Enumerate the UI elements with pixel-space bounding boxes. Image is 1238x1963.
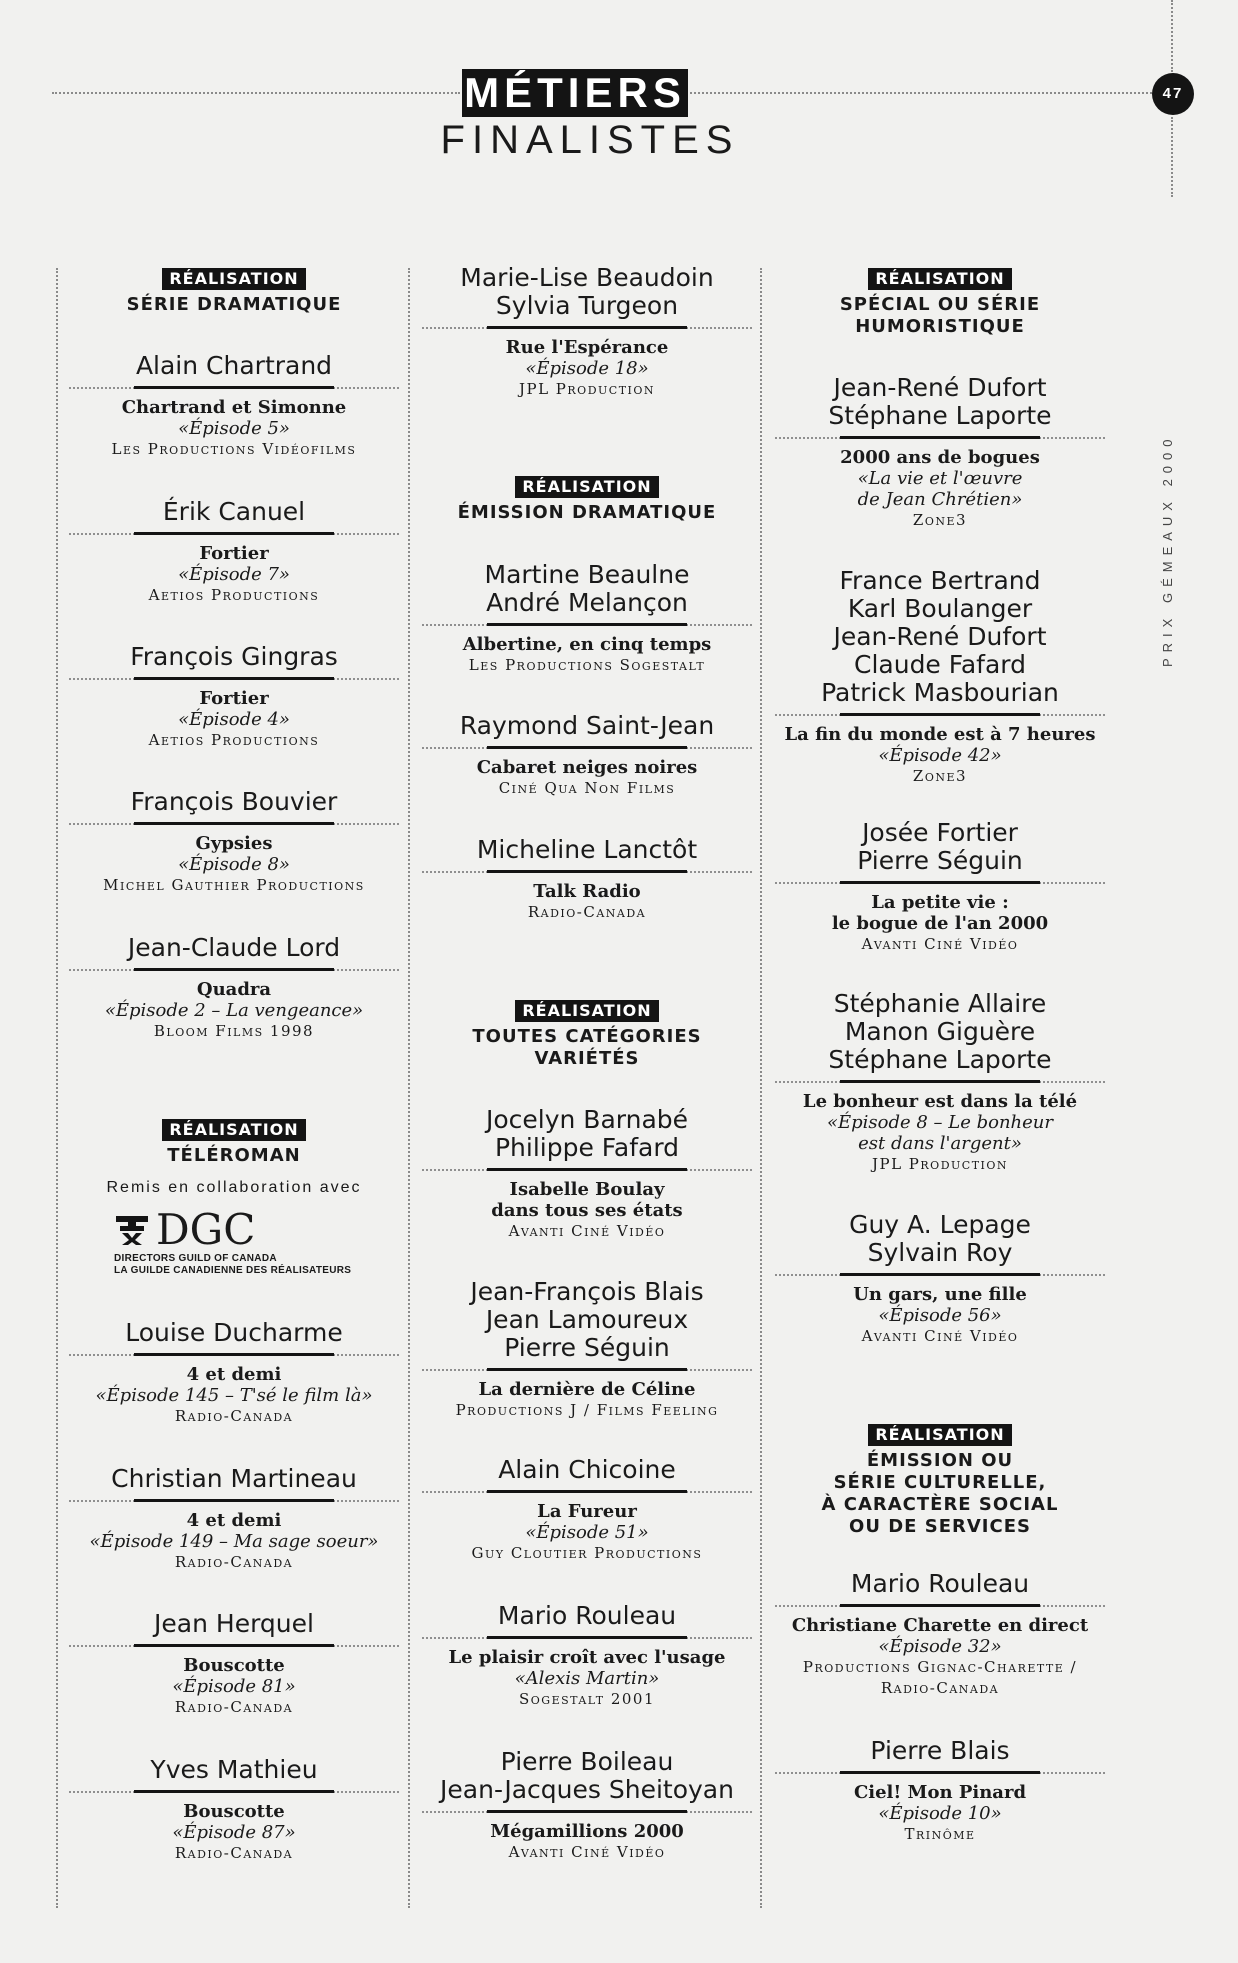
finalist-name: François Gingras xyxy=(130,642,338,671)
dgc-line-1: DIRECTORS GUILD OF CANADA xyxy=(114,1253,277,1264)
category-varietes xyxy=(417,1000,757,1070)
category-badge: RÉALISATION xyxy=(162,1119,305,1141)
finalist-name: André Melançon xyxy=(486,588,688,617)
finalist-entry xyxy=(64,352,404,460)
finalist-names xyxy=(417,1748,757,1810)
finalist-name: Alain Chartrand xyxy=(135,351,333,380)
show-title: Fortier xyxy=(199,543,269,564)
entry-rule xyxy=(422,1368,752,1371)
finalist-entry xyxy=(417,1278,757,1421)
finalist-names xyxy=(770,1211,1110,1273)
episode: est dans l'argent» xyxy=(858,1133,1022,1154)
entry-rule xyxy=(775,713,1105,716)
finalist-names xyxy=(64,352,404,386)
category-badge: RÉALISATION xyxy=(515,476,658,498)
episode: «Épisode 87» xyxy=(172,1822,296,1843)
show-title: 4 et demi xyxy=(186,1510,282,1531)
category-serie-dramatique xyxy=(64,268,404,316)
finalist-name: Pierre Séguin xyxy=(857,846,1023,875)
show-title: La fin du monde est à 7 heures xyxy=(784,724,1096,745)
show-title: dans tous ses états xyxy=(491,1200,683,1221)
finalist-name: Josée Fortier xyxy=(862,818,1018,847)
producer: Aetios Productions xyxy=(148,586,320,604)
finalist-name: Pierre Boileau xyxy=(500,1747,674,1776)
finalist-name: Sylvia Turgeon xyxy=(495,291,679,320)
side-dotted-line-mid xyxy=(1171,117,1173,197)
episode: «Épisode 42» xyxy=(878,745,1002,766)
dgc-line-2: LA GUILDE CANADIENNE DES RÉALISATEURS xyxy=(114,1265,352,1276)
finalist-names xyxy=(64,1465,404,1499)
page-number: 47 xyxy=(1152,73,1194,115)
finalist-name: Marie-Lise Beaudoin xyxy=(460,263,714,292)
entry-rule xyxy=(69,822,399,825)
show-title: Cabaret neiges noires xyxy=(476,757,698,778)
episode: «La vie et l'œuvre xyxy=(857,468,1023,489)
finalist-name: Alain Chicoine xyxy=(498,1455,676,1484)
finalist-name: Stéphane Laporte xyxy=(828,1045,1052,1074)
finalist-name: Jocelyn Barnabé xyxy=(485,1105,689,1134)
show-title: Le bonheur est dans la télé xyxy=(802,1091,1078,1112)
finalist-entry xyxy=(417,1602,757,1710)
finalist-names xyxy=(417,264,757,326)
show-title: La dernière de Céline xyxy=(478,1379,696,1400)
column-divider-left xyxy=(56,268,58,1908)
category-teleroman xyxy=(64,1119,404,1277)
episode: «Épisode 8 – Le bonheur xyxy=(826,1112,1054,1133)
producer: Ciné Qua Non Films xyxy=(498,779,676,797)
category-title-line: À CARACTÈRE SOCIAL xyxy=(821,1494,1059,1515)
show-title: 4 et demi xyxy=(186,1364,282,1385)
entry-rule xyxy=(422,746,752,749)
entry-rule xyxy=(775,1771,1105,1774)
finalist-name: Guy A. Lepage xyxy=(849,1210,1031,1239)
show-title: Isabelle Boulay xyxy=(509,1179,665,1200)
entry-rule xyxy=(422,1810,752,1813)
finalist-names xyxy=(770,990,1110,1080)
category-emission-dramatique xyxy=(417,476,757,524)
finalist-name: Jean-René Dufort xyxy=(833,622,1047,651)
entry-rule xyxy=(775,1273,1105,1276)
finalist-names xyxy=(417,1602,757,1636)
finalist-name: Jean-François Blais xyxy=(470,1277,704,1306)
episode: «Épisode 51» xyxy=(525,1522,649,1543)
column-divider-1 xyxy=(408,268,410,1908)
category-title-line: SPÉCIAL OU SÉRIE xyxy=(839,294,1041,315)
finalist-names xyxy=(417,1456,757,1490)
show-title: Mégamillions 2000 xyxy=(490,1821,684,1842)
category-title: SÉRIE DRAMATIQUE xyxy=(126,294,342,315)
category-title-line: VARIÉTÉS xyxy=(534,1048,640,1069)
category-title-line: HUMORISTIQUE xyxy=(855,316,1025,337)
category-title xyxy=(417,1026,757,1070)
finalist-entry xyxy=(770,819,1110,955)
header-dotted-line-right xyxy=(690,92,1152,94)
finalist-name: Martine Beaulne xyxy=(484,560,690,589)
finalist-name: Claude Fafard xyxy=(854,650,1026,679)
show-title: Fortier xyxy=(199,688,269,709)
finalist-names xyxy=(64,1319,404,1353)
show-title: Rue l'Espérance xyxy=(505,337,669,358)
category-badge: RÉALISATION xyxy=(868,1424,1011,1446)
entry-rule xyxy=(69,1644,399,1647)
episode: «Épisode 2 – La vengeance» xyxy=(104,1000,364,1021)
show-title: Ciel! Mon Pinard xyxy=(853,1782,1027,1803)
episode: «Épisode 149 – Ma sage soeur» xyxy=(89,1531,379,1552)
category-title-line: SÉRIE CULTURELLE, xyxy=(833,1472,1047,1493)
entry-rule xyxy=(69,1499,399,1502)
episode: de Jean Chrétien» xyxy=(857,489,1023,510)
producer: Avanti Ciné Vidéo xyxy=(508,1222,666,1240)
entry-rule xyxy=(775,1604,1105,1607)
episode: «Alexis Martin» xyxy=(514,1668,660,1689)
producer: JPL Production xyxy=(871,1155,1009,1173)
producer: Aetios Productions xyxy=(148,731,320,749)
episode: «Épisode 7» xyxy=(178,564,290,585)
entry-rule xyxy=(69,386,399,389)
finalist-names xyxy=(770,1570,1110,1604)
finalist-names xyxy=(417,561,757,623)
entry-rule xyxy=(69,532,399,535)
producer: Radio-Canada xyxy=(174,1553,294,1571)
finalist-entry xyxy=(64,1756,404,1864)
entry-rule xyxy=(775,881,1105,884)
episode: «Épisode 81» xyxy=(172,1676,296,1697)
show-title: Bouscotte xyxy=(183,1655,285,1676)
episode: «Épisode 10» xyxy=(878,1803,1002,1824)
category-title-line: ÉMISSION OU xyxy=(866,1450,1014,1471)
finalist-name: Karl Boulanger xyxy=(847,594,1033,623)
category-badge: RÉALISATION xyxy=(162,268,305,290)
finalist-name: Pierre Séguin xyxy=(504,1333,670,1362)
finalist-entry xyxy=(770,1737,1110,1845)
entry-rule xyxy=(422,870,752,873)
category-title: ÉMISSION DRAMATIQUE xyxy=(457,502,717,523)
page-title: MÉTIERS xyxy=(462,69,688,117)
category-badge: RÉALISATION xyxy=(515,1000,658,1022)
finalist-name: Stéphane Laporte xyxy=(828,401,1052,430)
episode: «Épisode 56» xyxy=(878,1305,1002,1326)
category-special-humoristique xyxy=(770,268,1110,338)
dgc-logo-text: DGC xyxy=(156,1205,256,1254)
collaboration-text: Remis en collaboration avec xyxy=(106,1179,362,1196)
entry-rule xyxy=(422,1168,752,1171)
category-title-line: OU DE SERVICES xyxy=(849,1516,1031,1537)
side-caption: PRIX GÉMEAUX 2000 xyxy=(1160,433,1175,667)
producer: Radio-Canada xyxy=(174,1698,294,1716)
entry-rule xyxy=(422,623,752,626)
finalist-names xyxy=(417,1106,757,1168)
category-title xyxy=(770,1450,1110,1538)
finalist-names xyxy=(770,374,1110,436)
show-title: Gypsies xyxy=(195,833,273,854)
episode: «Épisode 8» xyxy=(178,854,290,875)
entry-rule xyxy=(422,1636,752,1639)
category-title-line: TOUTES CATÉGORIES xyxy=(472,1026,702,1047)
finalist-name: Patrick Masbourian xyxy=(821,678,1059,707)
producer: Trinôme xyxy=(904,1825,976,1843)
show-title: le bogue de l'an 2000 xyxy=(831,913,1049,934)
finalist-entry xyxy=(770,374,1110,531)
entry-rule xyxy=(775,1080,1105,1083)
finalist-names xyxy=(64,643,404,677)
finalist-entry xyxy=(417,264,757,400)
finalist-name: Jean-Jacques Sheitoyan xyxy=(440,1775,734,1804)
entry-rule xyxy=(422,1490,752,1493)
producer: Productions J / Films Feeling xyxy=(455,1401,719,1419)
finalist-names xyxy=(64,1610,404,1644)
producer: Radio-Canada xyxy=(174,1844,294,1862)
finalist-entry xyxy=(64,788,404,896)
dgc-logo xyxy=(114,1205,354,1277)
side-dotted-line-top xyxy=(1171,0,1173,72)
show-title: Bouscotte xyxy=(183,1801,285,1822)
finalist-name: Stéphanie Allaire xyxy=(833,989,1047,1018)
entry-rule xyxy=(69,677,399,680)
episode: «Épisode 5» xyxy=(178,418,290,439)
show-title: La Fureur xyxy=(537,1501,637,1522)
entry-rule xyxy=(69,968,399,971)
finalist-name: Pierre Blais xyxy=(870,1736,1010,1765)
show-title: Chartrand et Simonne xyxy=(121,397,347,418)
producer: Avanti Ciné Vidéo xyxy=(861,1327,1019,1345)
finalist-name: Jean-René Dufort xyxy=(833,373,1047,402)
finalist-name: Mario Rouleau xyxy=(497,1601,677,1630)
producer: Bloom Films 1998 xyxy=(153,1022,315,1040)
column-divider-2 xyxy=(760,268,762,1908)
finalist-entry xyxy=(64,498,404,606)
finalist-name: Yves Mathieu xyxy=(150,1755,318,1784)
producer: Guy Cloutier Productions xyxy=(471,1544,703,1562)
finalist-name: Jean-Claude Lord xyxy=(127,933,341,962)
finalist-name: France Bertrand xyxy=(839,566,1041,595)
show-title: Talk Radio xyxy=(533,881,641,902)
producer: Avanti Ciné Vidéo xyxy=(508,1843,666,1861)
finalist-entry xyxy=(417,712,757,799)
producer: Zone3 xyxy=(912,767,968,785)
finalist-names xyxy=(64,498,404,532)
finalist-entry xyxy=(770,1570,1110,1699)
finalist-entry xyxy=(770,567,1110,787)
finalist-name: Micheline Lanctôt xyxy=(476,835,698,864)
producer: Radio-Canada xyxy=(527,903,647,921)
producer: Zone3 xyxy=(912,511,968,529)
category-title xyxy=(770,294,1110,338)
show-title: Quadra xyxy=(196,979,272,1000)
finalist-names xyxy=(64,788,404,822)
finalist-name: Christian Martineau xyxy=(111,1464,357,1493)
finalist-entry xyxy=(770,1211,1110,1347)
finalist-entry xyxy=(64,1465,404,1573)
finalist-entry xyxy=(417,1748,757,1863)
producer: Les Productions Vidéofilms xyxy=(111,440,357,458)
finalist-entry xyxy=(417,1106,757,1242)
finalist-name: François Bouvier xyxy=(130,787,338,816)
show-title: Albertine, en cinq temps xyxy=(462,634,712,655)
finalist-names xyxy=(770,567,1110,713)
producer: Sogestalt 2001 xyxy=(518,1690,655,1708)
finalist-entry xyxy=(64,643,404,751)
producer: Avanti Ciné Vidéo xyxy=(861,935,1019,953)
finalist-name: Raymond Saint-Jean xyxy=(459,711,715,740)
episode: «Épisode 32» xyxy=(878,1636,1002,1657)
finalist-entry xyxy=(417,1456,757,1564)
finalist-names xyxy=(770,1737,1110,1771)
finalist-names xyxy=(417,712,757,746)
finalist-names xyxy=(417,836,757,870)
finalist-name: Louise Ducharme xyxy=(125,1318,343,1347)
finalist-name: Philippe Fafard xyxy=(494,1133,680,1162)
finalist-entry xyxy=(64,934,404,1042)
producer: Productions Gignac-Charette / xyxy=(802,1658,1078,1676)
finalist-name: Sylvain Roy xyxy=(867,1238,1013,1267)
category-emission-culturelle xyxy=(770,1424,1110,1538)
finalist-entry xyxy=(417,836,757,923)
dgc-emblem-icon xyxy=(114,1214,150,1246)
episode: «Épisode 145 – T'sé le film là» xyxy=(95,1385,373,1406)
finalist-name: Jean Herquel xyxy=(154,1609,314,1638)
entry-rule xyxy=(69,1790,399,1793)
finalist-entry xyxy=(417,561,757,676)
producer: Radio-Canada xyxy=(880,1679,1000,1697)
finalist-names xyxy=(64,1756,404,1790)
entry-rule xyxy=(69,1353,399,1356)
entry-rule xyxy=(422,326,752,329)
page-subtitle: FINALISTES xyxy=(440,118,740,162)
finalist-names xyxy=(770,819,1110,881)
finalist-name: Jean Lamoureux xyxy=(485,1305,689,1334)
show-title: La petite vie : xyxy=(871,892,1009,913)
finalist-name: Manon Giguère xyxy=(844,1017,1036,1046)
finalist-names xyxy=(64,934,404,968)
finalist-name: Mario Rouleau xyxy=(850,1569,1030,1598)
show-title: 2000 ans de bogues xyxy=(840,447,1040,468)
show-title: Le plaisir croît avec l'usage xyxy=(448,1647,726,1668)
finalist-names xyxy=(417,1278,757,1368)
producer: Michel Gauthier Productions xyxy=(103,876,365,894)
producer: Les Productions Sogestalt xyxy=(468,656,706,674)
category-badge: RÉALISATION xyxy=(868,268,1011,290)
episode: «Épisode 18» xyxy=(525,358,649,379)
finalist-name: Érik Canuel xyxy=(162,497,306,526)
producer: Radio-Canada xyxy=(174,1407,294,1425)
finalist-entry xyxy=(64,1610,404,1718)
finalist-entry xyxy=(64,1319,404,1427)
episode: «Épisode 4» xyxy=(178,709,290,730)
category-title: TÉLÉROMAN xyxy=(167,1145,301,1166)
show-title: Un gars, une fille xyxy=(853,1284,1027,1305)
producer: JPL Production xyxy=(518,380,656,398)
show-title: Christiane Charette en direct xyxy=(791,1615,1089,1636)
entry-rule xyxy=(775,436,1105,439)
finalist-entry xyxy=(770,990,1110,1175)
header-dotted-line-left xyxy=(52,92,460,94)
